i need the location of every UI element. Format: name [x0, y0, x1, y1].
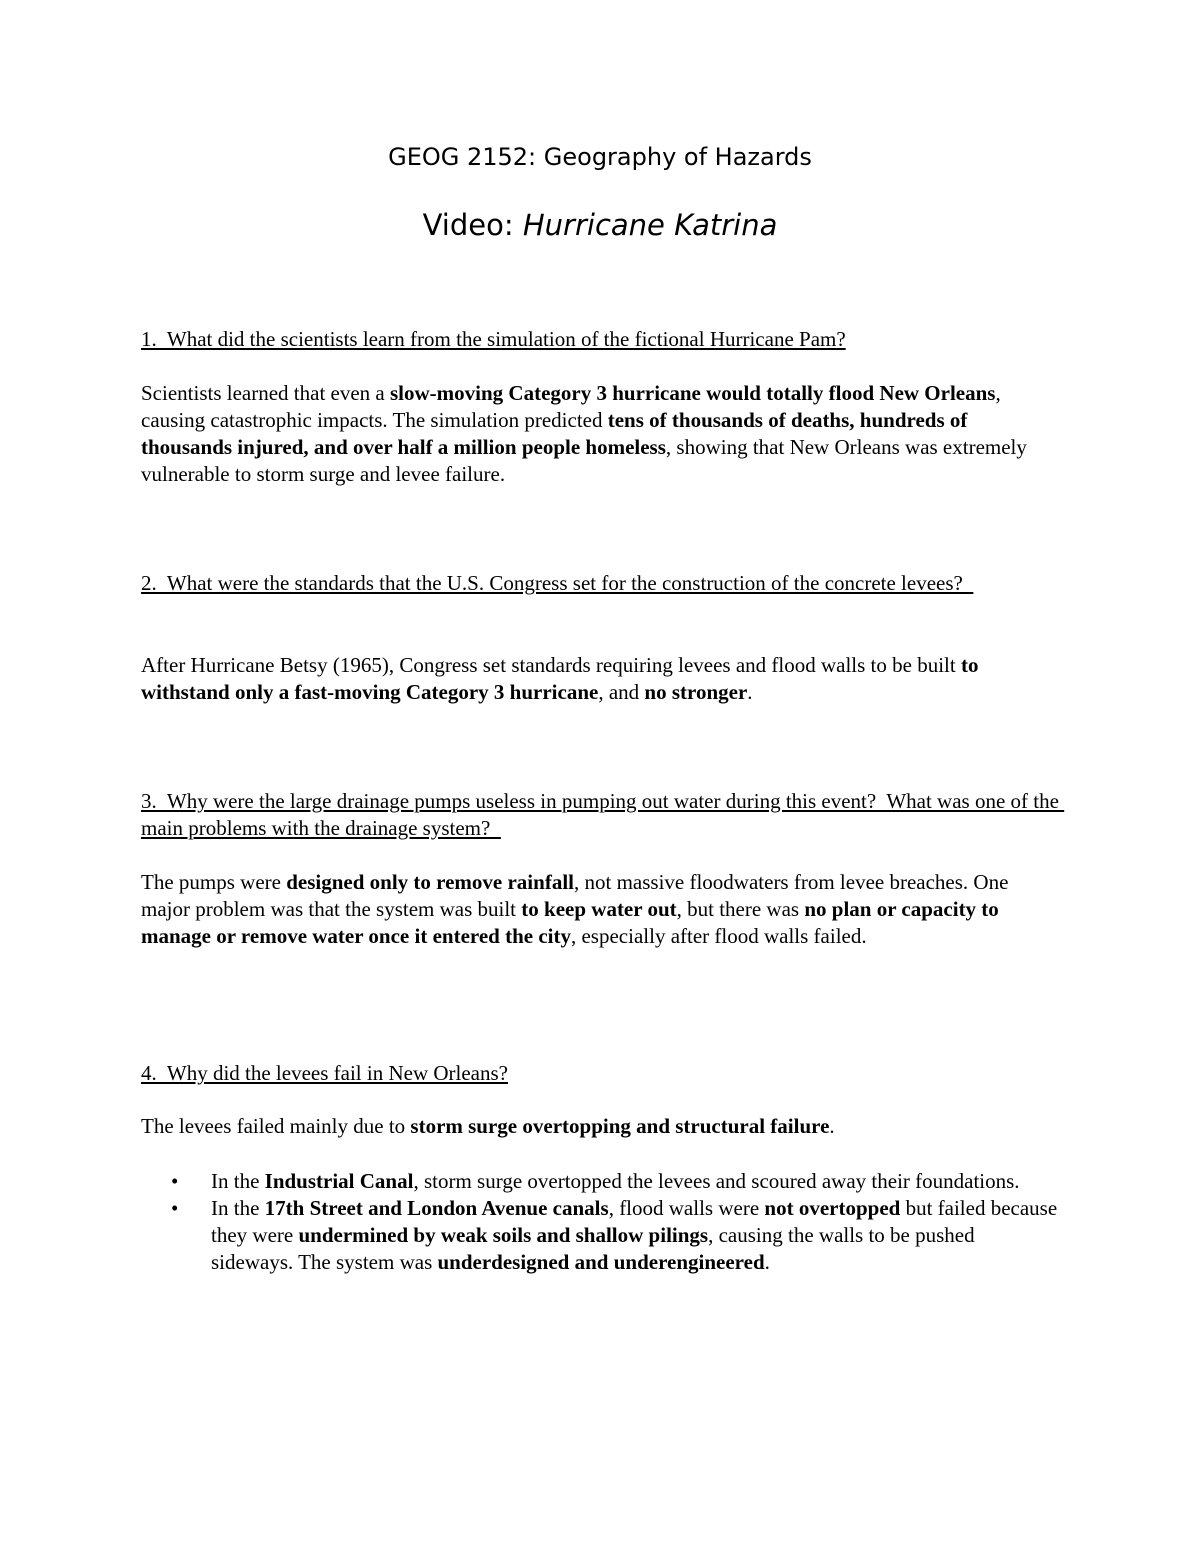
answer-1-text: , showing that New Orleans was extremely vulnerable to storm surge and levee failure.	[141, 435, 1027, 486]
bullet-text: In the	[211, 1169, 265, 1193]
answer-3-text: The pumps were	[141, 870, 287, 894]
bullet-text: but failed because they were	[211, 1196, 1058, 1247]
question-1: 1. What did the scientists learn from the simulation of the fictional Hurricane Pam?	[141, 327, 846, 351]
answer-4-bullet-list	[141, 1168, 1061, 1276]
answer-3	[141, 869, 1061, 950]
list-item	[141, 1195, 1061, 1276]
answer-3-text: , but there was	[676, 897, 805, 921]
bullet-text: .	[764, 1250, 770, 1274]
video-title-prefix: Video:	[422, 208, 523, 242]
bullet-bold: undermined by weak soils and shallow pilings	[298, 1223, 709, 1247]
answer-4	[141, 1113, 1061, 1140]
bullet-dot-icon: •	[171, 1196, 179, 1220]
answer-1-text: Scientists learned that even a	[141, 381, 390, 405]
answer-4-text: .	[829, 1114, 835, 1138]
answer-1-bold: slow-moving Category 3 hurricane would totally flood New Orleans	[390, 381, 996, 405]
answer-2-text: .	[747, 680, 753, 704]
bullet-bold: underdesigned and underengineered	[437, 1250, 765, 1274]
bullet-text: In the	[211, 1196, 265, 1220]
answer-3-bold: to keep water out	[521, 897, 677, 921]
answer-2-text: , and	[598, 680, 645, 704]
question-2: 2. What were the standards that the U.S. Congress set for the construction of the concrete levees?	[141, 571, 974, 595]
bullet-bold: Industrial Canal	[264, 1169, 414, 1193]
answer-1-bold: tens of thousands of deaths, hundreds of thousands injured, and over half a million people homeless	[141, 408, 968, 459]
bullet-text: , causing the walls to be pushed sideways. The system was	[211, 1223, 975, 1274]
answer-3-text: , not massive floodwaters from levee breaches. One major problem was that the system was built	[141, 870, 1009, 921]
answer-4-bold: storm surge overtopping and structural failure	[410, 1114, 830, 1138]
answer-3-text: , especially after flood walls failed.	[570, 924, 867, 948]
answer-3-bold: designed only to remove rainfall	[286, 870, 574, 894]
video-title-name: Hurricane Katrina	[522, 208, 778, 242]
answer-2-text: After Hurricane Betsy (1965), Congress set standards requiring levees and flood walls to be built	[141, 653, 961, 677]
answer-2-bold: to withstand only a fast-moving Category 3 hurricane	[141, 653, 979, 704]
bullet-text: , storm surge overtopped the levees and scoured away their foundations.	[413, 1169, 1020, 1193]
course-title: GEOG 2152: Geography of Hazards	[388, 143, 812, 171]
answer-2-bold: no stronger	[644, 680, 748, 704]
question-3: 3. Why were the large drainage pumps useless in pumping out water during this event? What was one of the main problems with the drainage system?	[141, 789, 1065, 840]
bullet-dot-icon: •	[171, 1169, 179, 1193]
answer-1	[141, 380, 1061, 488]
bullet-bold: 17th Street and London Avenue canals	[264, 1196, 609, 1220]
question-4: 4. Why did the levees fail in New Orleans?	[141, 1061, 508, 1085]
answer-3-bold: no plan or capacity to manage or remove water once it entered the city	[141, 897, 999, 948]
answer-4-text: The levees failed mainly due to	[141, 1114, 411, 1138]
answer-1-text: , causing catastrophic impacts. The simulation predicted	[141, 381, 1001, 432]
bullet-bold: not overtopped	[764, 1196, 901, 1220]
list-item	[141, 1168, 1061, 1195]
answer-2	[141, 652, 1061, 706]
bullet-text: , flood walls were	[608, 1196, 765, 1220]
video-title	[0, 207, 1200, 243]
